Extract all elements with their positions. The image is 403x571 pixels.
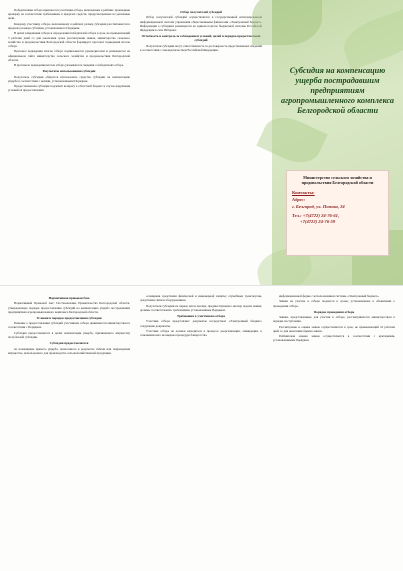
section-heading: Отбор получателей субсидий xyxy=(180,10,222,14)
text-paragraph: Победителями отбора признаются участники отбора, включенные в рейтинг, прошедшие проверку на соответствие требованиям, в пределах средств, предусмотренных на указанные цели. xyxy=(8,8,130,21)
section-heading: Субсидия предоставляется xyxy=(49,341,89,346)
phone-number: +7(4722) 24-76-59 xyxy=(300,219,336,225)
section-heading: Условия и порядок предоставления субсидии xyxy=(36,315,102,320)
text-paragraph: Протокол подведения итогов отбора подписывается руководителем и размещается на официальном сайте министерства сельского хозяйства и продовольствия Белгородской области. xyxy=(8,49,130,62)
text-paragraph: Каждому участнику отбора, включенному в рейтинг, размер субсидии рассчитывается в пределах размера субсидии, установленного Порядком. xyxy=(8,21,130,30)
cover-title: Субсидия на компенсацию ущерба пострадавшим предприятиям агропромышленного комплекса Белгородской области xyxy=(281,66,394,115)
bottom-column-2 xyxy=(140,294,262,564)
text-paragraph: Отбор получателей субсидий осуществляется в государственной интегрированной информационной системе управления общественными финансами «Электронный бюджет». Информация о субсидиях размещается на едином портале бюджетной системы Российской Федерации в сети Интернет. xyxy=(140,15,262,32)
text-paragraph: Рейтинговая оценка заявок осуществляется в соответствии с критериями, установленными Порядком. xyxy=(273,334,395,343)
section-heading: Результаты использования субсидии xyxy=(42,69,96,74)
address-value: г. Белгород, ул. Попова, 24 xyxy=(292,203,345,209)
text-paragraph: Заявки, представленные для участия в отборе, рассматриваются министерством в порядке поступления. xyxy=(273,315,395,324)
top-column-1 xyxy=(8,8,130,278)
leaf-decoration xyxy=(256,109,327,171)
contacts-label: Контакты: xyxy=(292,190,315,196)
section-heading: Порядок проведения отбора xyxy=(313,309,355,314)
text-paragraph: Получатель субсидии обязуется использовать средства субсидии на компенсацию ущерба в соответствии с целями, установленными Порядком. xyxy=(8,74,130,83)
leaf-decoration xyxy=(338,6,403,71)
text-paragraph: на возмещение прямого ущерба, понесенного в результате гибели или повреждения имущества, используемого для производства сельскохозяйственной продукции. xyxy=(8,346,130,355)
text-paragraph: Рассмотрение и оценка заявок осуществляются в срок, не превышающий 10 рабочих дней со дня окончания приема заявок. xyxy=(273,324,395,333)
text-paragraph: Участник отбора не должен находиться в процессе реорганизации, ликвидации, в отношении него не введена процедура банкротства. xyxy=(140,328,262,338)
leaf-decoration xyxy=(252,0,322,45)
text-paragraph: оснащения средствами физической и инженерной защиты; служебным транспортом, средствами связи и оборудованием. xyxy=(140,294,262,303)
section-heading: Отчетность и контроль за соблюдением условий, целей и порядка предоставления субсидий xyxy=(141,34,261,43)
text-paragraph: информационной форме с использованием системы «Электронный бюджет». xyxy=(279,294,380,298)
section-heading: Нормативная правовая база xyxy=(48,296,90,300)
section-heading: Требования к участникам отбора xyxy=(176,314,226,318)
organization-name: Министерство сельского хозяйства и продовольствия Белгородской области xyxy=(301,175,374,186)
text-paragraph: Получатели субсидии несут ответственность за достоверность представленных сведений в соответствии с законодательством Российской Федерации. xyxy=(140,43,262,52)
text-paragraph: Решение о предоставлении субсидий участникам отбора принимается министерством в соответствии с Порядком. xyxy=(8,321,130,330)
brochure-outer-side xyxy=(0,0,403,285)
phone-number: +7(4722) 24-76-61, xyxy=(302,212,340,218)
text-paragraph: В целях завершения отбора и определения победителей отбора в срок, не превышающий 3 рабочих дней со дня окончания срока рассмотрения заявок, министерство сельского хозяйства и продовольствия Белгородской области формирует протокол подведения итогов отбора. xyxy=(8,31,130,48)
bottom-column-1 xyxy=(8,294,130,564)
contact-box xyxy=(286,170,389,256)
text-paragraph: Участник отбора представляет документы посредством «Электронный бюджет» следующие документы. xyxy=(140,319,262,328)
address-label: Адрес: xyxy=(292,197,306,203)
phone-label: Тел.: xyxy=(292,212,302,218)
text-paragraph: Заявки на участие в отборе подаются в сроки, установленные в объявлении о проведении отбора. xyxy=(273,299,395,308)
text-paragraph: Субсидия предоставляется в целях компенсации ущерба, причиненного имуществу получателей субсидии. xyxy=(8,330,130,339)
bottom-column-3 xyxy=(273,294,395,564)
top-column-2 xyxy=(140,8,262,278)
brochure-cover xyxy=(272,0,403,285)
brochure-inner-side xyxy=(0,285,403,571)
text-paragraph: Нормативный Правовой Акт: Постановление Правительства Белгородской области, утверждающее порядок предоставления субсидий на компенсацию ущерба пострадавшим предприятиям агропромышленного комплекса Белгородской области. xyxy=(8,301,130,314)
text-paragraph: Предоставленная субсидия подлежит возврату в областной бюджет в случае нарушения условий её предоставления. xyxy=(8,84,130,93)
text-paragraph: В протоколе подведения итогов отбора указываются сведения о победителях отбора. xyxy=(14,63,124,68)
text-paragraph: Получатели субсидии на первое число месяца, предшествующего месяцу подачи заявки, должны соответствовать требованиям, установленным Порядком. xyxy=(140,303,262,312)
